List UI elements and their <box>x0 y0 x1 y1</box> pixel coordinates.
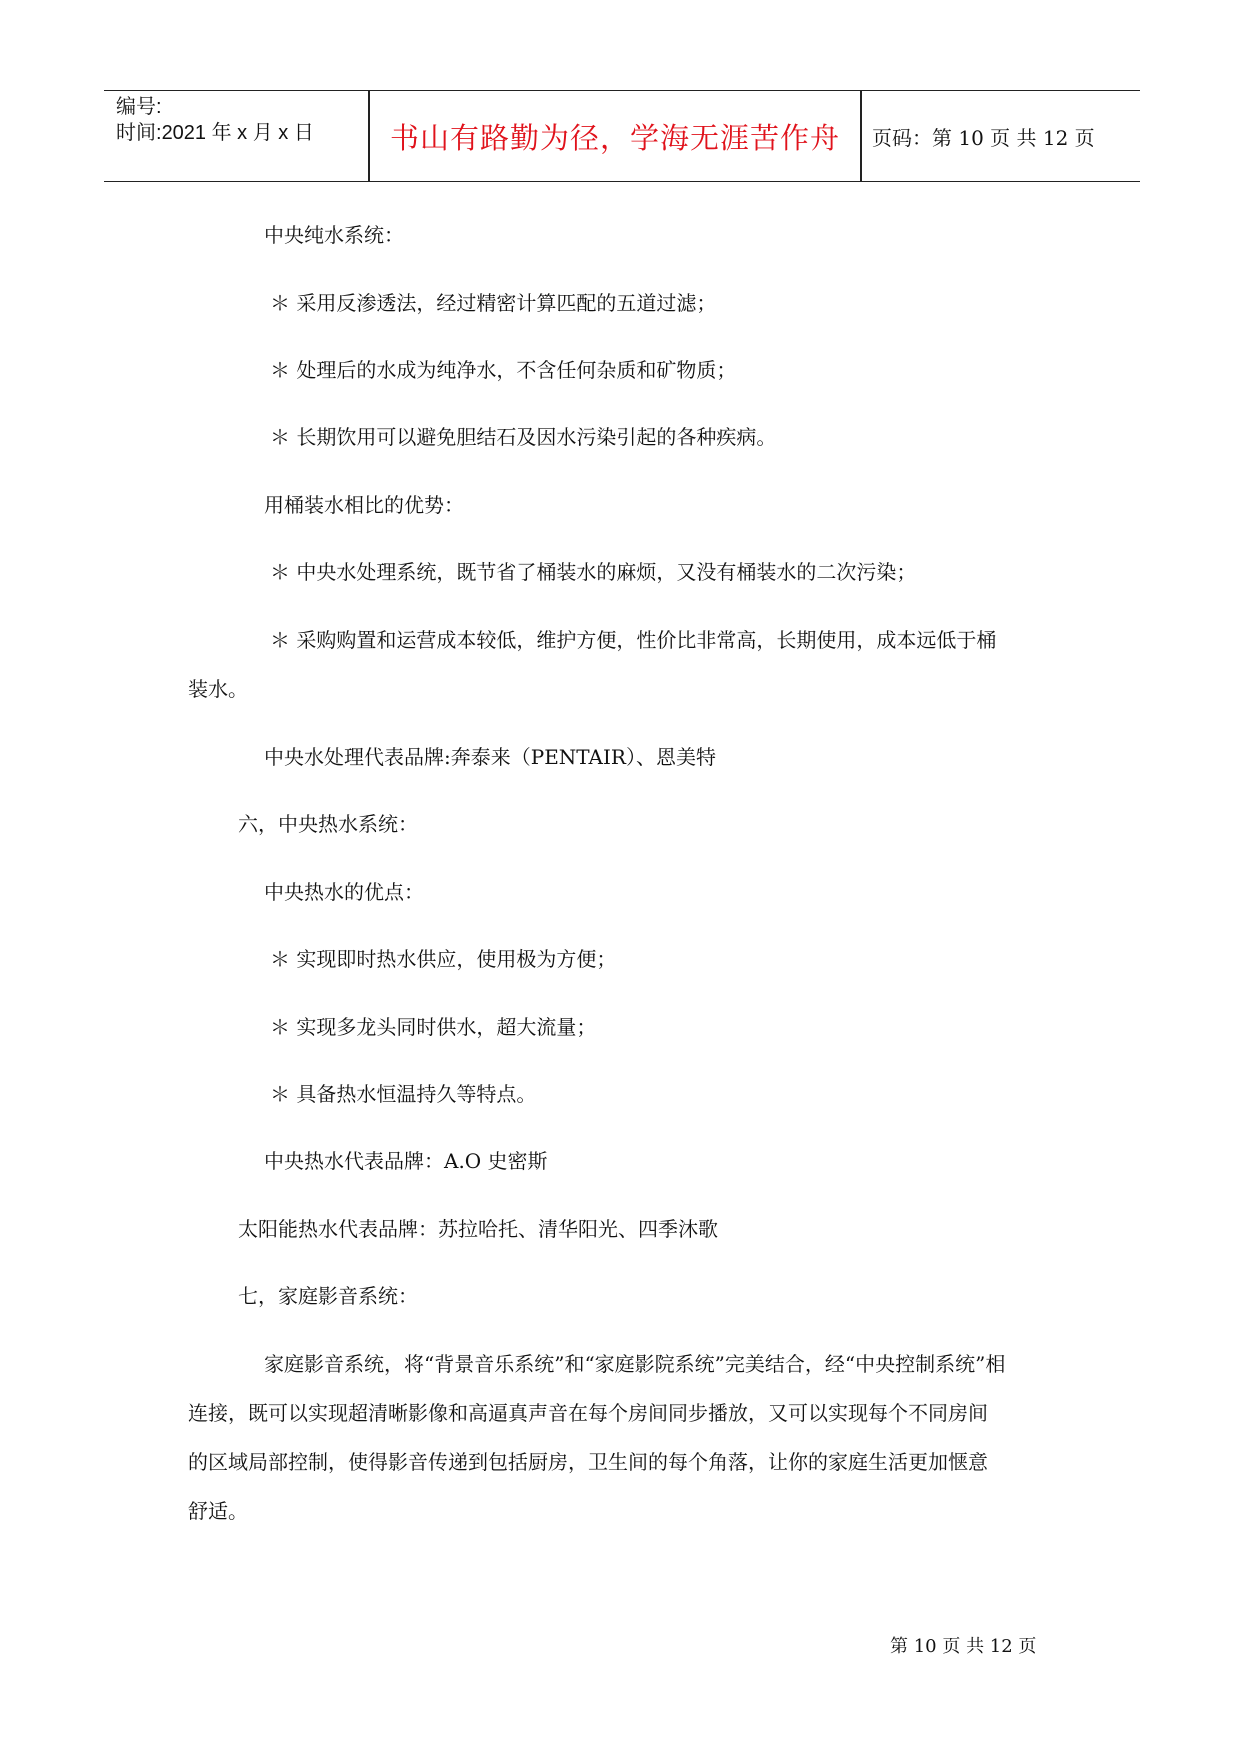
bullet-item: ＊ 长期饮用可以避免胆结石及因水污染引起的各种疾病。 <box>270 425 777 449</box>
time-line <box>116 119 314 147</box>
number-label: 编号: <box>116 96 162 118</box>
paragraph-continuation: 的区域局部控制，使得影音传递到包括厨房，卫生间的每个角落，让你的家庭生活更加惬意 <box>188 1450 988 1474</box>
bullet-item: ＊ 实现即时热水供应，使用极为方便； <box>270 947 617 971</box>
page-header <box>104 90 1140 182</box>
bullet-item: ＊ 实现多龙头同时供水，超大流量； <box>270 1015 597 1039</box>
page-footer: 第 10 页 共 12 页 <box>890 1636 1037 1657</box>
bullet-item: ＊ 采用反渗透法，经过精密计算匹配的五道过滤； <box>270 291 717 315</box>
header-page-code: 页码：第 10 页 共 12 页 <box>872 125 1095 150</box>
paragraph: 中央热水代表品牌：A.O 史密斯 <box>264 1149 548 1173</box>
paragraph-continuation: 舒适。 <box>188 1499 248 1523</box>
paragraph: 用桶装水相比的优势： <box>264 493 464 517</box>
time-value: 2021 年 x 月 x 日 <box>161 122 314 144</box>
paragraph-continuation: 连接，既可以实现超清晰影像和高逼真声音在每个房间同步播放，又可以实现每个不同房间 <box>188 1401 988 1425</box>
header-meta <box>116 91 366 181</box>
paragraph: 中央纯水系统： <box>264 223 404 247</box>
paragraph: 中央水处理代表品牌:奔泰来（PENTAIR）、恩美特 <box>264 745 716 769</box>
bullet-item: ＊ 中央水处理系统，既节省了桶装水的麻烦，又没有桶装水的二次污染； <box>270 560 917 584</box>
bullet-item: ＊ 处理后的水成为纯净水，不含任何杂质和矿物质； <box>270 358 737 382</box>
paragraph: 中央热水的优点： <box>264 880 424 904</box>
paragraph: 家庭影音系统，将“背景音乐系统”和“家庭影院系统”完美结合，经“中央控制系统”相 <box>264 1352 1006 1376</box>
time-label: 时间: <box>116 122 162 144</box>
paragraph-continuation: 装水。 <box>188 677 248 701</box>
section-heading: 七，家庭影音系统： <box>238 1284 418 1308</box>
bullet-item: ＊ 采购购置和运营成本较低，维护方便，性价比非常高，长期使用，成本远低于桶 <box>270 628 997 652</box>
section-heading: 六，中央热水系统： <box>238 812 418 836</box>
paragraph: 太阳能热水代表品牌：苏拉哈托、清华阳光、四季沐歌 <box>238 1217 718 1241</box>
header-divider <box>860 91 862 181</box>
bullet-item: ＊ 具备热水恒温持久等特点。 <box>270 1082 537 1106</box>
header-motto: 书山有路勤为径，学海无涯苦作舟 <box>389 120 840 155</box>
